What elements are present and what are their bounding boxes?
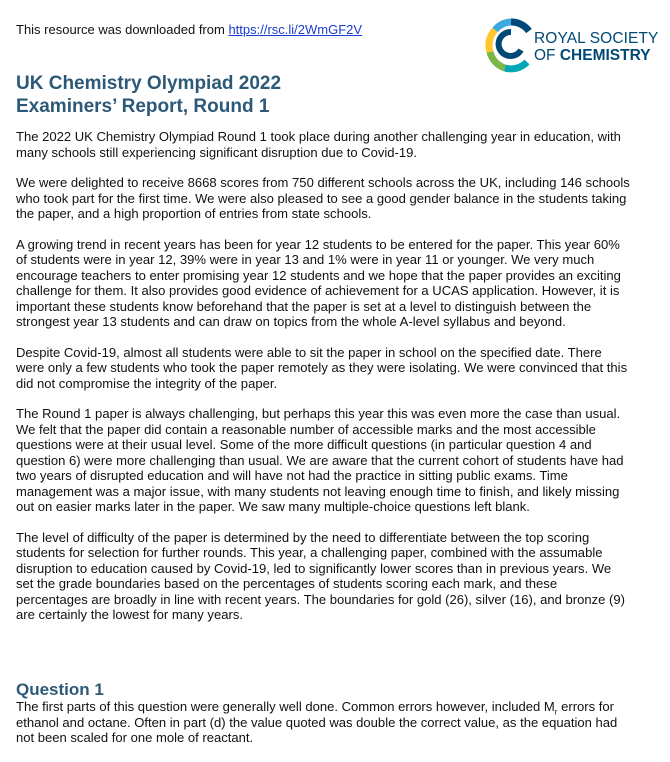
rsc-logo-icon: [485, 18, 537, 74]
title-line-2: Examiners’ Report, Round 1: [16, 96, 270, 117]
paragraph: Despite Covid-19, almost all students were able to sit the paper in school on the specified date. There were only a few students who took the paper remotely as they were isolating. We were convinced that this did not compromise the integrity of the paper.: [16, 344, 628, 391]
report-body: [16, 129, 631, 638]
title-line-1: UK Chemistry Olympiad 2022: [16, 73, 282, 94]
paragraph: The 2022 UK Chemistry Olympiad Round 1 took place during another challenging year in education, with many schools still experiencing significant disruption due to Covid-19.: [16, 129, 621, 160]
logo-line-2-prefix: OF: [534, 47, 560, 64]
download-note-text: This resource was downloaded from: [16, 22, 229, 37]
rsc-logo-text: [534, 30, 658, 64]
paragraph: We were delighted to receive 8668 scores from 750 different schools across the UK, including 146 schools who took part for the first time. We were also pleased to see a good gender balance in the students taking the paper, and a high proportion of entries from state schools.: [16, 175, 630, 221]
question-1-heading: Question 1: [16, 680, 104, 699]
question-1-text-before: The first parts of this question were generally well done. Common errors however, included M: [16, 699, 555, 714]
logo-line-1: ROYAL SOCIETY: [534, 30, 659, 47]
question-1-subscript: r: [554, 707, 558, 717]
logo-line-2: [534, 47, 658, 64]
page-title: [16, 72, 281, 118]
download-link[interactable]: https://rsc.li/2WmGF2V: [228, 22, 363, 37]
paragraph: A growing trend in recent years has been for year 12 students to be entered for the paper. This year 60% of students were in year 12, 39% were in year 13 and 1% were in year 11 or younger. We very much encourage teachers to enter promising year 12 students and we hope that the paper provides an exciting challenge for them. It also provides good evidence of achievement for a UCAS application. However, it is important these students know beforehand that the paper is set at a level to distinguish between the strongest year 13 students and can draw on topics from the whole A-level syllabus and beyond.: [16, 236, 621, 329]
question-1-text-after: errors for ethanol and octane. Often in part (d) the value quoted was double the correct value, as the equation had not been scaled for one mole of reactant.: [16, 699, 618, 745]
question-1-text: [16, 699, 631, 746]
rsc-logo[interactable]: [485, 18, 665, 74]
paragraph: The level of difficulty of the paper is determined by the need to differentiate between the top scoring students for selection for further rounds. This year, a challenging paper, combined with the assumable disruption to education caused by Covid-19, led to significantly lower scores than in previous years. We set the grade boundaries based on the percentages of students scoring each mark, and these percentages are broadly in line with recent years. The boundaries for gold (26), silver (16), and bronze (9) are certainly the lowest for many years.: [16, 529, 625, 622]
logo-line-2-bold: CHEMISTRY: [559, 47, 651, 64]
download-note: [16, 22, 362, 37]
paragraph: The Round 1 paper is always challenging, but perhaps this year this was even more the case than usual. We felt that the paper did contain a reasonable number of accessible marks and the most accessible questions were at their usual level. Some of the more difficult questions (in particular question 4 and question 6) were more challenging than usual. We are aware that the current cohort of students have had two years of disrupted education and will have not had the practice in sitting public exams. Time management was a major issue, with many students not leaving enough time to finish, and likely missing out on easier marks later in the paper. We saw many multiple-choice questions left blank.: [16, 406, 624, 514]
